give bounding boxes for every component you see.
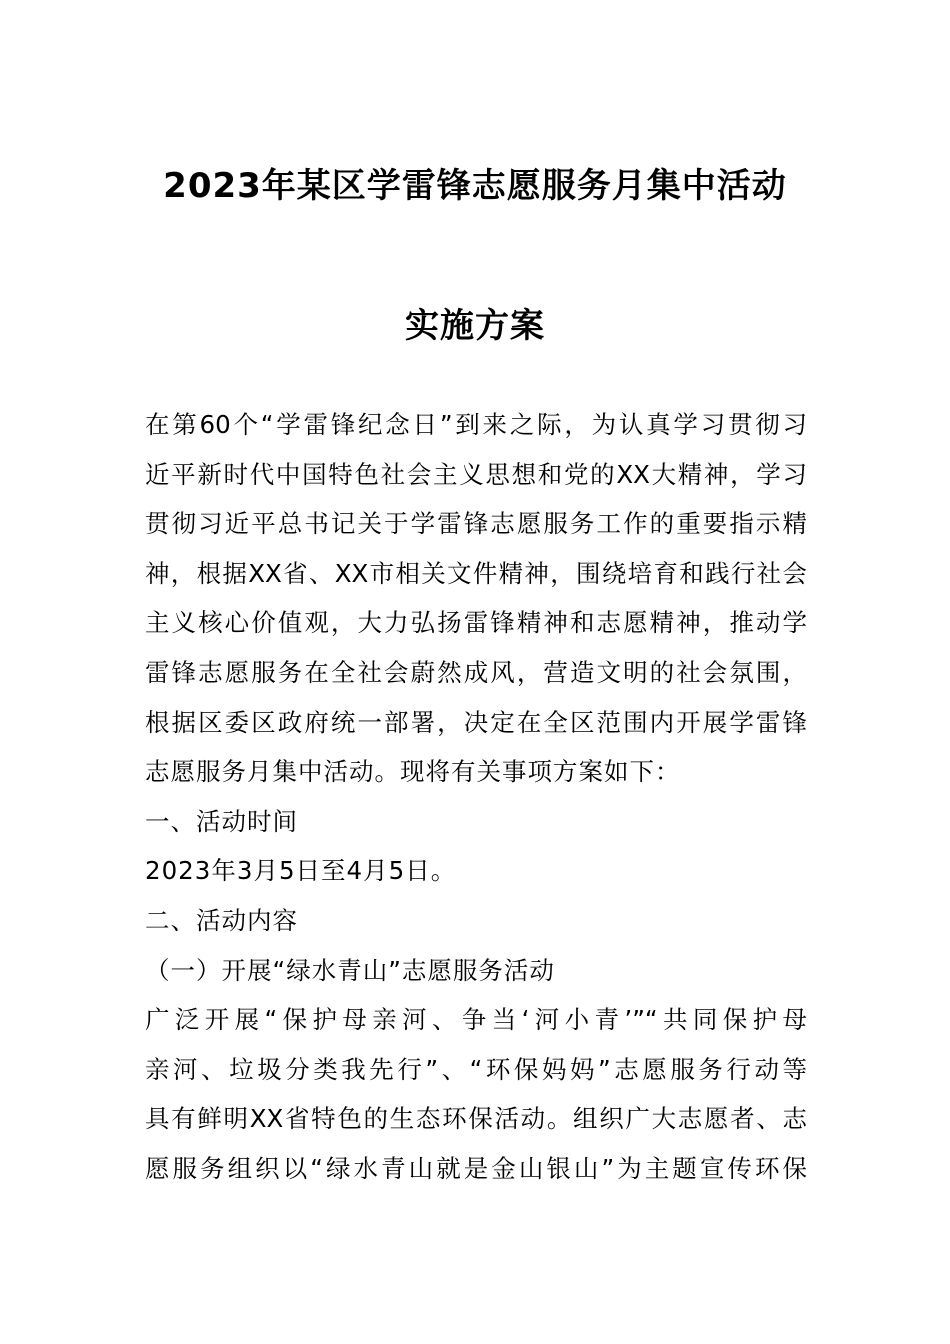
paragraph-line: 根据区委区政府统一部署，决定在全区范围内开展学雷锋 bbox=[145, 707, 807, 737]
paragraph-line: 在第60个“学雷锋纪念日”到来之际，为认真学习贯彻习 bbox=[145, 410, 807, 439]
subsection-heading: （一）开展“绿水青山”志愿服务活动 bbox=[145, 955, 555, 985]
paragraph-line: 近平新时代中国特色社会主义思想和党的XX大精神，学习 bbox=[145, 459, 807, 489]
paragraph-line: 愿服务组织以“绿水青山就是金山银山”为主题宣传环保 bbox=[145, 1153, 807, 1183]
paragraph-line: 具有鲜明XX省特色的生态环保活动。组织广大志愿者、志 bbox=[145, 1104, 807, 1134]
document-body bbox=[145, 400, 807, 1194]
paragraph-line: 广泛开展“保护母亲河、争当‘河小青’”“共同保护母 bbox=[145, 1005, 807, 1035]
paragraph-line: 雷锋志愿服务在全社会蔚然成风，营造文明的社会氛围， bbox=[145, 657, 807, 687]
section-heading: 一、活动时间 bbox=[145, 806, 298, 836]
paragraph-line: 主义核心价值观，大力弘扬雷锋精神和志愿精神，推动学 bbox=[145, 608, 807, 638]
document-title-line-1: 2023年某区学雷锋志愿服务月集中活动 bbox=[163, 166, 787, 206]
paragraph-line: 志愿服务月集中活动。现将有关事项方案如下： bbox=[145, 757, 681, 787]
paragraph-line: 亲河、垃圾分类我先行”、“环保妈妈”志愿服务行动等 bbox=[145, 1054, 807, 1084]
paragraph-line: 神，根据XX省、XX市相关文件精神，围绕培育和践行社会 bbox=[145, 558, 807, 588]
paragraph-line: 2023年3月5日至4月5日。 bbox=[145, 856, 457, 886]
section-heading: 二、活动内容 bbox=[145, 905, 298, 935]
document-title-line-2: 实施方案 bbox=[405, 306, 545, 346]
paragraph-line: 贯彻习近平总书记关于学雷锋志愿服务工作的重要指示精 bbox=[145, 509, 807, 539]
